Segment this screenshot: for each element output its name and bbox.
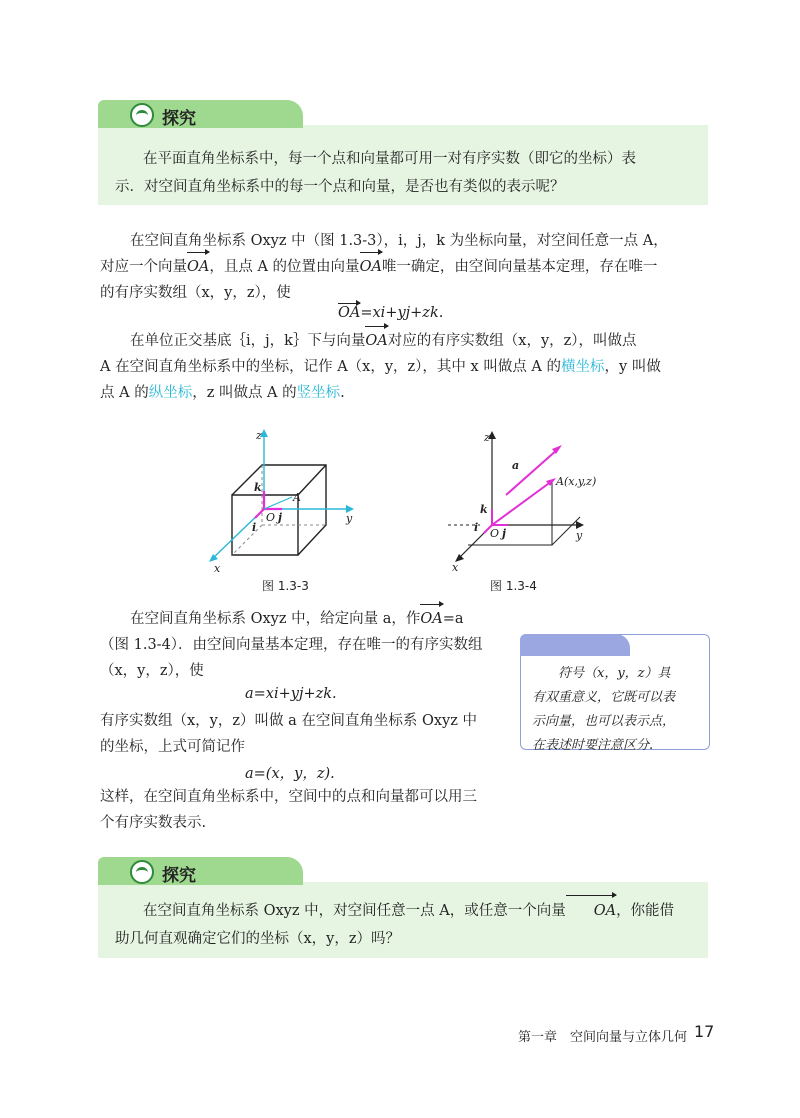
note-line4: 在表述时要注意区分. [532,738,654,753]
axes [458,435,580,559]
vector-oa: OA [566,897,616,925]
note-line3: 示向量，也可以表示点， [532,714,676,729]
para2-text: . [340,385,345,401]
para3-text: 在空间直角坐标系 Oxyz 中，给定向量 a，作 [130,611,421,627]
formula-oa [338,305,443,321]
label-z: z [484,431,490,444]
para1-text: 对应一个向量 [100,259,187,275]
formula-a-short: a=(x，y，z). [245,766,335,782]
label-i: i [252,521,257,534]
vectors [484,449,558,533]
explore2-text: ，你能借 [616,903,675,919]
label-o: O [266,511,276,524]
explore2-line2: 助几何直观确定它们的坐标（x，y，z）吗？ [115,931,401,947]
explore2-line1 [115,897,695,925]
term-applicate: 竖坐标 [296,385,341,401]
footer-chapter: 第一章 空间向量与立体几何 [518,1030,688,1045]
para1-line2 [100,254,657,280]
para2-text: ，z 叫做点 A 的 [192,385,297,401]
label-o: O [490,527,500,540]
para3-line3: （x，y，z），使 [100,663,204,679]
formula-a-components: a=xi+yj+zk. [245,686,337,702]
vector-oa: OA [338,305,361,321]
para2-line2 [100,354,661,380]
explore-icon [130,103,154,127]
label-k: k [480,503,488,516]
vector-oa: OA [420,606,442,632]
term-ordinate: 纵坐标 [148,385,193,401]
para3-line5: 的坐标，上式可简记作 [100,739,245,755]
para2-text: 对应的有序实数组（x，y，z），叫做点 [387,333,637,349]
vector-oa: OA [365,328,387,354]
label-i: i [474,521,479,534]
term-abscissa: 横坐标 [561,359,605,375]
vector-oa: OA [360,254,382,280]
para3-line2: （图 1.3-4）．由空间向量基本定理，存在唯一的有序实数组 [100,637,483,653]
label-a-point: A [293,491,301,504]
figure-1-3-4 [440,425,600,575]
para1-text: ，且点 A 的位置由向量 [209,259,360,275]
explore-tab-2 [98,857,303,885]
para3-text: =a [442,611,464,627]
para3-line4: 有序实数组（x，y，z）叫做 a 在空间直角坐标系 Oxyz 中 [100,713,477,729]
explore-text-2 [115,897,695,953]
para1-line3: 的有序实数组（x，y，z），使 [100,285,291,301]
label-y: y [346,512,353,525]
para2-text: A 在空间直角坐标系中的坐标，记作 A（x，y，z），其中 x 叫做点 A 的 [100,359,562,375]
side-note-text [532,662,700,758]
explore-text-1 [115,145,695,201]
para3-line6: 这样，在空间直角坐标系中，空间中的点和向量都可以用三 [100,789,477,805]
note-line2: 有双重意义，它既可以表 [532,690,676,705]
explore-icon [130,860,154,884]
vector-oa-line [264,497,292,509]
para2-line1 [130,328,637,354]
para2-text: 点 A 的 [100,385,149,401]
label-z: z [256,429,262,442]
figure-1-3-4-caption: 图 1.3-4 [490,579,537,593]
page-number: 17 [694,1022,715,1041]
label-y: y [576,529,583,542]
explore-title-1: 探究 [162,109,196,129]
explore2-text: 在空间直角坐标系 Oxyz 中，对空间任意一点 A，或任意一个向量 [143,903,566,919]
figure-1-3-3 [200,425,380,575]
explore-tab-1 [98,100,303,128]
label-a-vector: a [512,459,520,472]
para3-line7: 个有序实数表示. [100,815,207,831]
para3-line1 [130,606,464,632]
label-j: j [278,511,282,524]
label-k: k [254,481,262,494]
formula-text: =xi+yj+zk. [360,305,444,321]
label-x: x [452,561,459,574]
label-point-a: A(x,y,z) [556,475,597,488]
para2-text: ，y 叫做 [604,359,661,375]
note-line1: 符号（x，y，z）具 [558,666,671,681]
para1-line1: 在空间直角坐标系 Oxyz 中（图 1.3-3），i，j，k 为坐标向量，对空间任意一点 A， [130,233,668,249]
side-note-header [520,634,630,656]
explore1-line1: 在平面直角坐标系中，每一个点和向量都可用一对有序实数（即它的坐标）表 [143,151,636,167]
label-j: j [502,527,506,540]
vector-oa: OA [187,254,209,280]
para1-text: 唯一确定，由空间向量基本定理，存在唯一 [381,259,658,275]
label-x: x [214,562,221,575]
figure-1-3-3-caption: 图 1.3-3 [262,579,309,593]
para2-line3 [100,380,345,406]
explore-title-2: 探究 [162,866,196,886]
para2-text: 在单位正交基底｛i，j，k｝下与向量 [130,333,366,349]
explore1-line2: 示．对空间直角坐标系中的每一个点和向量，是否也有类似的表示呢？ [115,179,565,195]
